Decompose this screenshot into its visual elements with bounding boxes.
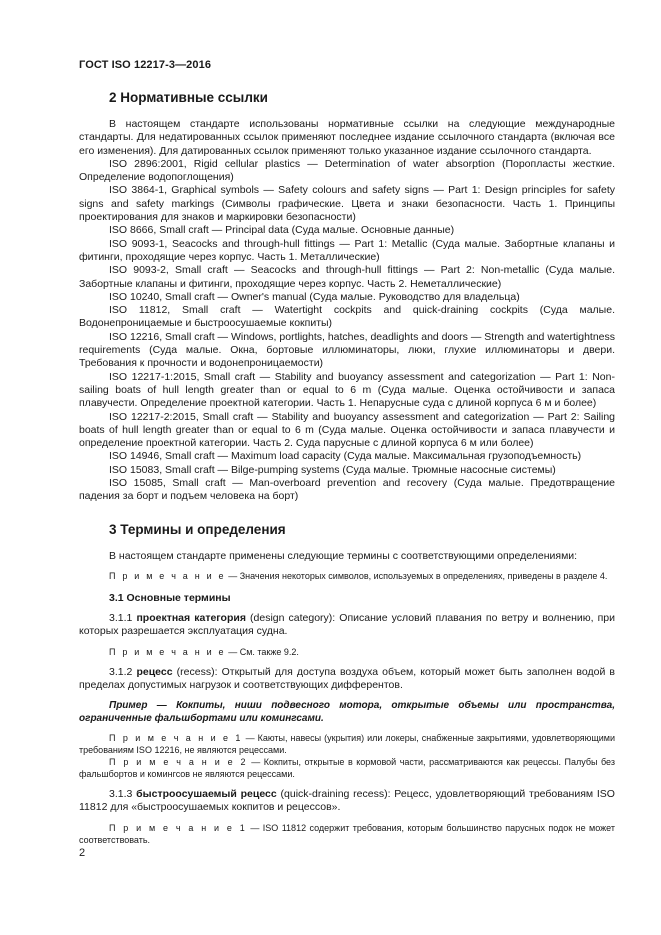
note-text: — Кокпиты, открытые в кормовой части, рассматриваются как рецессы. Палубы без фальшбортов и комингсов не являются рецессами. [79, 757, 615, 780]
reference-item: ISO 12217-1:2015, Small craft — Stability and buoyancy assessment and categorization — Part 1: Non-sailing boats of hull length greater than or equal to 6 m (Суда малые. Оценка остойчивости и запаса плавучести. Определение проектной категории. Часть 1. Непарусные суда с длиной корпуса 6 м и более) [79, 370, 615, 410]
page-number: 2 [79, 847, 86, 859]
section-3 [79, 522, 615, 846]
term-number: 3.1.1 [109, 611, 137, 624]
reference-item: ISO 15083, Small craft — Bilge-pumping systems (Суда малые. Трюмные насосные системы) [109, 463, 556, 476]
reference-item: ISO 14946, Small craft — Maximum load capacity (Суда малые. Максимальная грузоподъемность) [109, 450, 582, 463]
reference-item: ISO 3864-1, Graphical symbols — Safety colours and safety signs — Part 1: Design principles for safety signs and safety markings (Символы графические. Цвета и знаки безопасности. Часть 1. Принципы проектирования для знаков и маркировки безопасности) [79, 184, 615, 224]
term-definition: (recess): Открытый для доступа воздуха объем, который может быть заполнен водой в пределах допустимых нагрузок и соответствующих дифферентов. [79, 665, 616, 691]
term-name: проектная категория [136, 611, 246, 624]
reference-item: ISO 10240, Small craft — Owner's manual (Суда малые. Руководство для владельца) [109, 290, 520, 303]
reference-item: ISO 15085, Small craft — Man-overboard prevention and recovery (Суда малые. Предотвращение падения за борт и подъем человека на борт) [79, 477, 615, 503]
subsection-3-1-heading: 3.1 Основные термины [109, 591, 231, 604]
reference-item: ISO 9093-1, Seacocks and through-hull fittings — Part 1: Metallic (Суда малые. Забортные клапаны и фитинги, проходящие через корпус. Часть 1. Металлические) [79, 237, 615, 263]
page-content [79, 90, 615, 846]
term-number: 3.1.2 [109, 665, 137, 678]
term-3-1-1-note [79, 646, 615, 658]
section-3-heading: 3 Термины и определения [109, 521, 286, 537]
term-name: быстроосушаемый рецесс [136, 788, 277, 801]
term-definition: (design category): Описание условий плавания по ветру и волнению, при которых разрешается эксплуатация судна. [79, 611, 615, 638]
section-2-intro: В настоящем стандарте использованы нормативные ссылки на следующие международные стандарты. Для недатированных ссылок применяют последнее издание ссылочного стандарта (включая все его изменения). Для датированных ссылок применяют только указанное издание ссылочного стандарта. [79, 118, 615, 157]
section-2-heading: 2 Нормативные ссылки [109, 90, 268, 105]
section-3-note [79, 570, 615, 582]
note-label: П р и м е ч а н и е 1 [109, 733, 243, 744]
term-3-1-2-example: Пример — Кокпиты, ниши подвесного мотора, открытые объемы или пространства, ограниченные фальшбортами или комингсами. [79, 700, 615, 724]
reference-item: ISO 8666, Small craft — Principal data (Суда малые. Основные данные) [109, 224, 455, 237]
reference-item: ISO 12217-2:2015, Small craft — Stability and buoyancy assessment and categorization — Part 2: Sailing boats of hull length greater than or equal to 6 m (Суда малые. Оценка остойчивости и запаса плавучести и определение проектной категории. Часть 2. Суда парусные с длиной корпуса 6 м или более) [79, 410, 615, 450]
note-text: — Каюты, навесы (укрытия) или локеры, снабженные закрытиями, удовлетворяющими требованиям ISO 12216, не являются рецессами. [79, 733, 615, 756]
reference-item: ISO 2896:2001, Rigid cellular plastics — Determination of water absorption (Поропласты жесткие. Определение водопоглощения) [79, 157, 615, 184]
term-3-1-2-note-2 [79, 756, 615, 780]
reference-item: ISO 11812, Small craft — Watertight cockpits and quick-draining cockpits (Суда малые. Водонепроницаемые и быстроосушаемые кокпиты) [79, 304, 615, 330]
note-text: — ISO 11812 содержит требования, которым большинство парусных подок не может соответствовать. [79, 822, 615, 845]
note-label: П р и м е ч а н и е [109, 570, 226, 581]
note-text: — Значения некоторых символов, используемых в определениях, приведены в разделе 4. [225, 570, 608, 581]
reference-item: ISO 9093-2, Small craft — Seacocks and through-hull fittings — Part 2: Non-metallic (Суда малые. Забортные клапаны и фитинги, проходящие через корпус. Часть 2. Неметаллические) [79, 264, 615, 290]
term-3-1-2-note-1 [79, 732, 615, 756]
term-3-1-3 [79, 788, 615, 815]
term-3-1-1 [79, 612, 615, 639]
term-name: рецесс [136, 665, 173, 678]
running-header: ГОСТ ISO 12217-3—2016 [79, 59, 212, 71]
term-definition: (quick-draining recess): Рецесс, удовлетворяющий требованиям ISO 11812 для «быстроосушаемых кокпитов и рецессов». [79, 788, 615, 814]
note-label: П р и м е ч а н и е 1 [109, 822, 247, 833]
section-3-intro: В настоящем стандарте применены следующие термины с соответствующими определениями: [109, 549, 578, 562]
note-text: — См. также 9.2. [225, 646, 299, 657]
note-label: П р и м е ч а н и е [109, 646, 226, 657]
term-3-1-3-note-1 [79, 822, 615, 846]
term-3-1-2 [79, 666, 615, 693]
note-label: П р и м е ч а н и е 2 [109, 757, 248, 768]
reference-item: ISO 12216, Small craft — Windows, portlights, hatches, deadlights and doors — Strength and watertightness requirements (Суда малые. Окна, бортовые иллюминаторы, люки, глухие иллюминаторы и двери. Требования к прочности и водонепроницаемости) [79, 330, 616, 370]
term-number: 3.1.3 [109, 788, 137, 801]
